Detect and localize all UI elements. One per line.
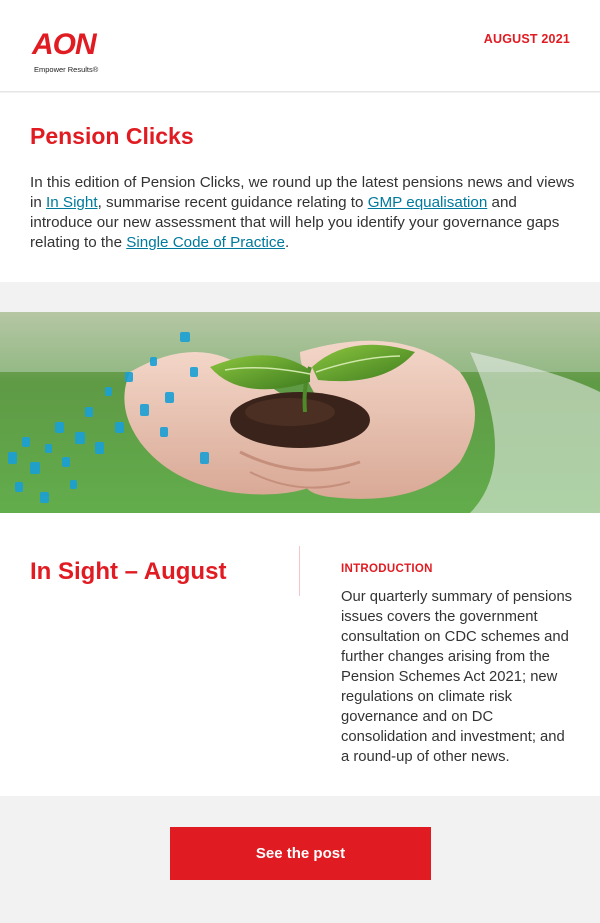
seedling-hands-image [0,312,600,513]
intro-text-part: and introduce our new assessment that will help you identify your governance gaps relating to the [30,194,560,251]
intro-text-part: . [284,234,290,251]
intro-text-part: In this edition of Pension Clicks, we round up the latest pensions news and views in [30,174,575,211]
issue-date: AUGUST 2021 [483,32,570,46]
post-kicker: INTRODUCTION [341,563,433,575]
intro-paragraph [30,173,575,253]
aon-logo[interactable] [32,30,112,78]
see-the-post-button[interactable]: See the post [170,827,431,880]
column-divider [299,546,300,596]
newsletter-title: Pension Clicks [30,123,194,149]
gmp-equalisation-link[interactable]: GMP equalisation [367,194,488,211]
post-section [0,513,600,796]
in-sight-link[interactable]: In Sight [46,194,98,211]
single-code-link[interactable]: Single Code of Practice [126,234,285,251]
post-title: In Sight – August [30,558,227,585]
logo-wordmark: AON [32,28,96,61]
hero-image [0,312,600,513]
email-header [0,0,600,92]
logo-tagline: Empower Results® [34,65,99,74]
post-summary: Our quarterly summary of pensions issues covers the government consultation on CDC schemes and further changes arising from the Pension Schemes Act 2021; new regulations on climate risk governance and on DC consolidation and investment; and a round-up of other news. [341,589,573,765]
cta-area [0,796,600,923]
intro-text-part: , summarise recent guidance relating to [97,194,368,211]
intro-section [0,93,600,282]
